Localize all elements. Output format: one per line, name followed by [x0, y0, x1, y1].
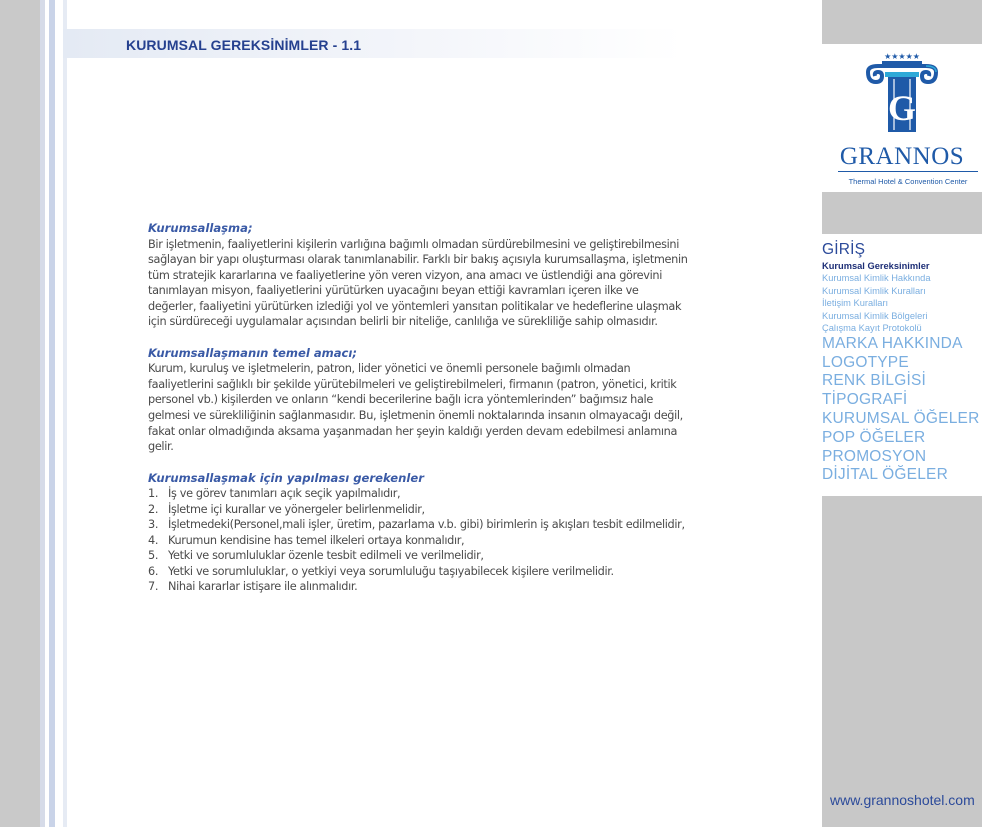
list-number: 4.	[148, 533, 159, 547]
menu-subitem-kimlik-hakkinda[interactable]: Kurumsal Kimlik Hakkında	[822, 273, 931, 284]
list-text: Kurumun kendisine has temel ilkeleri ortaya konmalıdır,	[168, 533, 465, 547]
list-item	[148, 564, 748, 580]
menu-item-giris[interactable]: GİRİŞ	[822, 241, 866, 258]
body-line: için sürdüreceği uygulamalar açısından belirli bir niteliğe, canlılığa ve sürekliliğe sahip olmasıdır.	[148, 315, 658, 329]
list-item	[148, 579, 748, 595]
website-link[interactable]: www.grannoshotel.com	[830, 792, 975, 808]
logo-stars: ★★★★★	[884, 52, 920, 61]
body-line: fakat onlar olmadığında aksama yaşanmadan her şeyin kaldığı yerden devam edebilmesi anlamına	[148, 424, 678, 438]
menu-subitem-kimlik-bolgeleri[interactable]: Kurumsal Kimlik Bölgeleri	[822, 310, 928, 321]
body-line: değerler, faaliyetini yürütürken izlediği yol ve yöntemleri yansıtan politikalar ve hedeflerine ulaşmak	[148, 299, 682, 313]
sidebar-mid-block	[822, 192, 982, 234]
steps-heading: Kurumsallaşmak için yapılması gerekenler	[148, 470, 424, 485]
logo-monogram: G	[887, 88, 917, 128]
menu-item-kurumsal-ogeler[interactable]: KURUMSAL ÖĞELER	[822, 409, 980, 427]
list-text: İşletmedeki(Personel,mali işler, üretim, pazarlama v.b. gibi) birimlerin iş akışları tesbit edilmelidir,	[168, 518, 685, 532]
list-text: İş ve görev tanımları açık seçik yapılmalıdır,	[168, 487, 401, 501]
page-title: KURUMSAL GEREKSİNİMLER - 1.1	[126, 37, 362, 53]
list-item	[148, 517, 748, 533]
list-number: 7.	[148, 580, 159, 594]
list-item	[148, 502, 748, 518]
sidebar-menu	[822, 241, 979, 485]
section-heading: Kurumsallaşmanın temel amacı;	[148, 345, 358, 360]
menu-subitem-kurumsal-gereksinimler[interactable]: Kurumsal Gereksinimler	[822, 260, 930, 271]
list-text: Yetki ve sorumluluklar, o yetkiyi veya sorumluluğu taşıyabilecek kişilere verilmelidir.	[168, 564, 614, 578]
list-number: 6.	[148, 564, 159, 578]
menu-item-tipografi[interactable]: TİPOGRAFİ	[822, 391, 908, 409]
sidebar	[822, 0, 1000, 827]
sidebar-edge	[982, 192, 1000, 234]
list-item	[148, 533, 748, 549]
body-line: tanımlayan misyon, faaliyetlerini yürütürken uyacağını beyan ettiği kavramları içeren ilke ve	[148, 284, 639, 298]
sidebar-top-block	[822, 0, 982, 44]
menu-item-pop-ogeler[interactable]: POP ÖĞELER	[822, 428, 926, 446]
list-number: 3.	[148, 518, 159, 532]
sidebar-bottom-block	[822, 496, 982, 827]
menu-item-marka-hakkinda[interactable]: MARKA HAKKINDA	[822, 334, 963, 352]
list-item	[148, 486, 748, 502]
body-line: gelir.	[148, 440, 174, 454]
brand-tagline: Thermal Hotel & Convention Center	[848, 177, 968, 186]
body-line: Bir işletmenin, faaliyetlerini kişilerin varlığına bağımlı olmadan sürdürebilmesini ve geliştirebilmesini	[148, 237, 680, 251]
section-gap	[148, 330, 748, 346]
menu-item-promosyon[interactable]: PROMOSYON	[822, 447, 927, 465]
section-heading: Kurumsallaşma;	[148, 221, 253, 235]
list-text: İşletme içi kurallar ve yönergeler belirlenmelidir,	[168, 502, 425, 516]
brand-name: GRANNOS	[839, 143, 965, 170]
menu-item-dijital-ogeler[interactable]: DİJİTAL ÖĞELER	[822, 466, 948, 484]
left-stripe-grey	[0, 0, 40, 827]
body-line: faaliyetlerini sağlıklı bir şekilde yürütebilmeleri ve geliştirebilmeleri, firmanın (patron, yönetici, kritik	[148, 377, 677, 391]
brand-divider	[838, 171, 978, 172]
menu-item-renk-bilgisi[interactable]: RENK BİLGİSİ	[822, 372, 927, 390]
left-stripe-blue-3	[63, 0, 67, 827]
list-number: 1.	[148, 487, 159, 501]
sidebar-edge	[982, 0, 1000, 44]
menu-item-logotype[interactable]: LOGOTYPE	[822, 353, 909, 371]
body-line: gelmesi ve sürekliliğinin sağlanmasıdır. Bu, işletmenin önemli noktalarında insanın olmayacağı değil,	[148, 409, 683, 423]
menu-subitem-kimlik-kurallari[interactable]: Kurumsal Kimlik Kuralları	[822, 285, 926, 296]
list-number: 5.	[148, 549, 159, 563]
sidebar-edge	[982, 496, 1000, 827]
main-content	[148, 221, 748, 595]
menu-subitem-iletisim-kurallari[interactable]: İletişim Kuralları	[822, 298, 889, 309]
body-line: personel vb.) kişilerden ve onların “kendi becerilerine bağlı icra yöntemlerinden” bağımsız hale	[148, 393, 653, 407]
list-text: Nihai kararlar istişare ile alınmalıdır.	[168, 580, 358, 594]
list-text: Yetki ve sorumluluklar özenle tesbit edilmeli ve verilmelidir,	[168, 549, 484, 563]
section-gap	[148, 455, 748, 471]
body-line: sağlayan bir yapı oluşturması olarak tanımlanabilir. Farklı bir bakış açısıyla kurumsallaşma, işletmenin	[148, 253, 688, 267]
section-body	[148, 237, 748, 330]
menu-subitem-calisma-kayit[interactable]: Çalışma Kayıt Protokolü	[822, 323, 922, 334]
body-line: tüm stratejik kararlarına ve faaliyetlerine yön veren vizyon, ana amacı ve üstlendiği ana görevini	[148, 268, 662, 282]
list-item	[148, 548, 748, 564]
left-stripe-white-2	[55, 0, 63, 827]
section-body	[148, 361, 748, 454]
body-line: Kurum, kuruluş ve işletmelerin, patron, lider yönetici ve önemli personele bağımlı olmadan	[148, 362, 631, 376]
list-number: 2.	[148, 502, 159, 516]
steps-list	[148, 486, 748, 595]
